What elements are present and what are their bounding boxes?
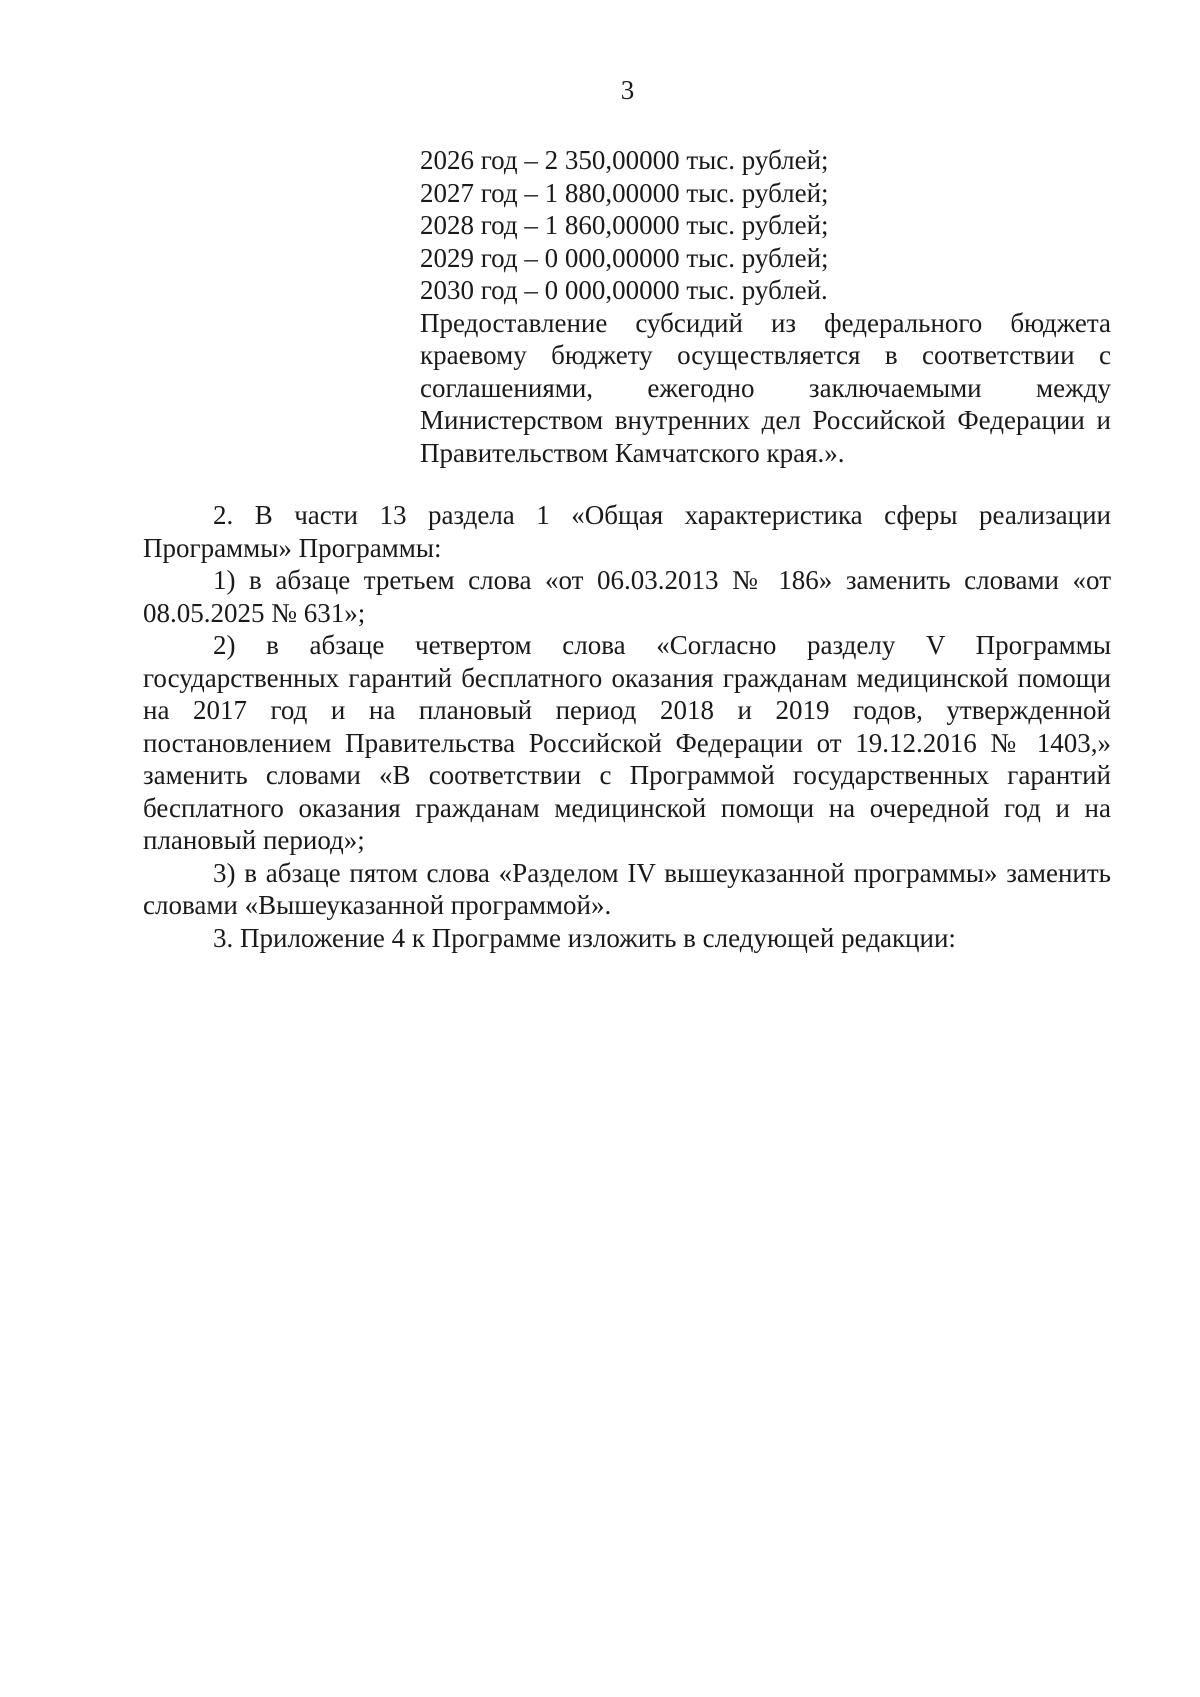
funding-block [420,144,1111,469]
paragraph-subitem-2: 2) в абзаце четвертом слова «Согласно разделу V Программы государственных гарантий бесплатного оказания гражданам медицинской помощи на 2017 год и на плановый период 2018 и 2019 годов, утвержденной постановлением Правительства Российской Федерации от 19.12.2016 № 1403,» заменить словами «В соответствии с Программой государственных гарантий бесплатного оказания гражданам медицинской помощи на очередной год и на плановый период»; [143,630,1111,855]
funding-year-line: 2028 год – 1 860,00000 тыс. рублей; [420,210,829,240]
page-number: 3 [620,75,635,105]
paragraph-subitem-1: 1) в абзаце третьем слова «от 06.03.2013 № 186» заменить словами «от 08.05.2025 № 631»; [143,565,1111,628]
document-body [143,499,1111,954]
paragraph-subitem-3: 3) в абзаце пятом слова «Разделом IV вышеуказанной программы» заменить словами «Вышеуказанной программой». [143,857,1111,920]
paragraph-item-2: 2. В части 13 раздела 1 «Общая характеристика сферы реализации Программы» Программы: [143,500,1111,563]
funding-note: Предоставление субсидий из федерального бюджета краевому бюджету осуществляется в соответствии с соглашениями, ежегодно заключаемыми между Министерством внутренних дел Российской Федерации и Правительством Камчатского края.». [420,307,1111,468]
paragraph-item-3: 3. Приложение 4 к Программе изложить в следующей редакции: [213,922,956,953]
funding-year-line: 2026 год – 2 350,00000 тыс. рублей; [420,145,829,175]
funding-year-line: 2027 год – 1 880,00000 тыс. рублей; [420,177,829,208]
funding-year-line: 2030 год – 0 000,00000 тыс. рублей. [420,275,828,305]
funding-year-line: 2029 год – 0 000,00000 тыс. рублей; [420,242,829,273]
